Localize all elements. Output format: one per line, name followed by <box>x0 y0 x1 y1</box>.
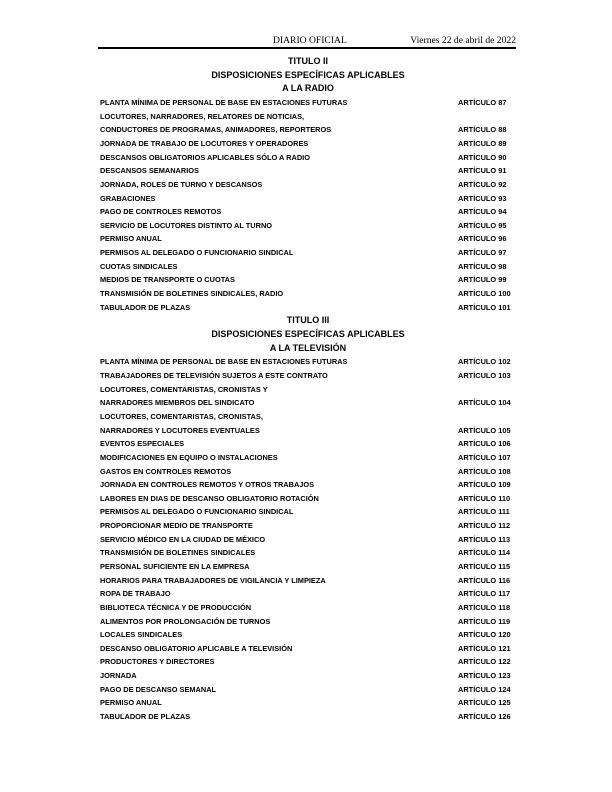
index-row-label: LOCALES SINDICALES <box>100 630 183 640</box>
index-section <box>100 314 516 723</box>
index-row-label: NARRADORES MIEMBROS DEL SINDICATO <box>100 398 255 408</box>
index-row <box>100 110 516 124</box>
index-row-label: PLANTA MÍNIMA DE PERSONAL DE BASE EN ESTACIONES FUTURAS <box>100 357 348 367</box>
index-row <box>100 492 516 506</box>
index-row-article: ARTÍCULO 124 <box>458 684 511 694</box>
index-row-article: ARTÍCULO 93 <box>458 193 507 203</box>
index-row-label: LABORES EN DIAS DE DESCANSO OBLIGATORIO ROTACIÓN <box>100 493 319 503</box>
index-row-article: ARTÍCULO 116 <box>458 575 511 585</box>
index-row-label: JORNADA <box>100 671 137 681</box>
index-row-article: ARTÍCULO 99 <box>458 275 507 285</box>
index-row <box>100 151 516 165</box>
index-row-label: PAGO DE DESCANSO SEMANAL <box>100 684 217 694</box>
index-row-label: LOCUTORES, COMENTARISTAS, CRONISTAS, <box>100 411 263 421</box>
index-row-article: ARTÍCULO 114 <box>458 548 511 558</box>
index-row-label: LOCUTORES, COMENTARISTAS, CRONISTAS Y <box>100 384 268 394</box>
index-row <box>100 546 516 560</box>
index-row <box>100 628 516 642</box>
index-row-label: BIBLIOTECA TÉCNICA Y DE PRODUCCIÓN <box>100 602 252 612</box>
index-row-label: TABULADOR DE PLAZAS <box>100 712 191 722</box>
index-row <box>100 533 516 547</box>
section-title-line: DISPOSICIONES ESPECÍFICAS APLICABLES <box>211 69 405 80</box>
index-row-article: ARTÍCULO 113 <box>458 534 511 544</box>
index-row <box>100 505 516 519</box>
index-row-article: ARTÍCULO 126 <box>458 712 511 722</box>
index-row <box>100 478 516 492</box>
index-row <box>100 164 516 178</box>
index-row-label: PERMISO ANUAL <box>100 234 162 244</box>
index-row <box>100 683 516 697</box>
section-title-line: DISPOSICIONES ESPECÍFICAS APLICABLES <box>211 329 405 339</box>
index-row-label: JORNADA EN CONTROLES REMOTOS Y OTROS TRABAJOS <box>100 480 315 490</box>
index-row <box>100 219 516 233</box>
index-row <box>100 410 516 424</box>
index-row-article: ARTÍCULO 88 <box>458 125 507 135</box>
index-row-label: MODIFICACIONES EN EQUIPO O INSTALACIONES <box>100 452 278 462</box>
index-row <box>100 574 516 588</box>
section-title-line: TITULO II <box>288 56 328 66</box>
index-content <box>100 55 516 724</box>
index-row-label: DESCANSO OBLIGATORIO APLICABLE A TELEVISIÓN <box>100 643 293 653</box>
index-row <box>100 465 516 479</box>
index-row <box>100 260 516 274</box>
index-row-label: GASTOS EN CONTROLES REMOTOS <box>100 466 232 476</box>
index-row-label: PRODUCTORES Y DIRECTORES <box>100 657 215 667</box>
index-row <box>100 424 516 438</box>
index-row <box>100 669 516 683</box>
index-row-article: ARTÍCULO 100 <box>458 289 511 299</box>
index-row-label: JORNADA, ROLES DE TURNO Y DESCANSOS <box>100 179 263 189</box>
index-row-label: PROPORCIONAR MEDIO DE TRANSPORTE <box>100 521 253 531</box>
index-row-article: ARTÍCULO 105 <box>458 425 511 435</box>
index-row-article: ARTÍCULO 122 <box>458 657 511 667</box>
index-row <box>100 710 516 724</box>
index-row-article: ARTÍCULO 95 <box>458 220 507 230</box>
index-row-article: ARTÍCULO 98 <box>458 261 507 271</box>
index-row-label: GRABACIONES <box>100 193 156 203</box>
index-row-label: TRANSMISIÓN DE BOLETINES SINDICALES, RADIO <box>100 289 284 299</box>
index-row <box>100 96 516 110</box>
index-row <box>100 178 516 192</box>
index-row-label: SERVICIO MÉDICO EN LA CIUDAD DE MÉXICO <box>100 534 266 544</box>
index-row-article: ARTÍCULO 107 <box>458 452 511 462</box>
index-row-article: ARTÍCULO 92 <box>458 179 507 189</box>
index-row-label: MEDIOS DE TRANSPORTE O CUOTAS <box>100 275 235 285</box>
header-rule <box>98 47 516 49</box>
index-row <box>100 615 516 629</box>
index-row-article: ARTÍCULO 110 <box>458 493 511 503</box>
index-row-label: CUOTAS SINDICALES <box>100 261 178 271</box>
index-row-label: ALIMENTOS POR PROLONGACIÓN DE TURNOS <box>100 616 271 626</box>
index-row <box>100 587 516 601</box>
index-row-label: CONDUCTORES DE PROGRAMAS, ANIMADORES, REPORTEROS <box>100 125 332 135</box>
index-row-article: ARTÍCULO 117 <box>458 589 511 599</box>
index-row <box>100 396 516 410</box>
journal-name: DIARIO OFICIAL <box>273 35 347 46</box>
index-row-article: ARTÍCULO 120 <box>458 630 511 640</box>
index-row-article: ARTÍCULO 97 <box>458 248 507 258</box>
index-row-label: PLANTA MÍNIMA DE PERSONAL DE BASE EN ESTACIONES FUTURAS <box>100 98 348 108</box>
index-row <box>100 246 516 260</box>
index-row <box>100 655 516 669</box>
index-row <box>100 696 516 710</box>
index-row-label: SERVICIO DE LOCUTORES DISTINTO AL TURNO <box>100 220 273 230</box>
index-row <box>100 601 516 615</box>
index-row <box>100 519 516 533</box>
index-row-label: TRABAJADORES DE TELEVISIÓN SUJETOS A ESTE CONTRATO <box>100 371 328 381</box>
index-row-label: JORNADA DE TRABAJO DE LOCUTORES Y OPERADORES <box>100 138 309 148</box>
index-row-article: ARTÍCULO 90 <box>458 152 507 162</box>
index-row-article: ARTÍCULO 104 <box>458 398 511 408</box>
index-row-article: ARTÍCULO 109 <box>458 480 511 490</box>
index-row <box>100 232 516 246</box>
index-row-article: ARTÍCULO 94 <box>458 207 507 217</box>
index-row <box>100 642 516 656</box>
index-row-article: ARTÍCULO 96 <box>458 234 507 244</box>
index-row-article: ARTÍCULO 91 <box>458 166 507 176</box>
index-row-label: DESCANSOS SEMANARIOS <box>100 166 199 176</box>
section-title-line: A LA TELEVISIÓN <box>269 342 347 353</box>
index-row <box>100 437 516 451</box>
index-row <box>100 301 516 315</box>
index-row <box>100 123 516 137</box>
index-row <box>100 137 516 151</box>
index-row-label: PERSONAL SUFICIENTE EN LA EMPRESA <box>100 561 250 571</box>
index-row <box>100 369 516 383</box>
index-row-label: TRANSMISIÓN DE BOLETINES SINDICALES <box>100 548 256 558</box>
index-row-label: PERMISOS AL DELEGADO O FUNCIONARIO SINDICAL <box>100 507 294 517</box>
index-row-article: ARTÍCULO 125 <box>458 698 511 708</box>
index-row-article: ARTÍCULO 111 <box>458 507 510 517</box>
index-row-label: ROPA DE TRABAJO <box>100 589 171 599</box>
index-row-label: LOCUTORES, NARRADORES, RELATORES DE NOTICIAS, <box>100 111 305 121</box>
index-row-label: PAGO DE CONTROLES REMOTOS <box>100 207 222 217</box>
index-row-article: ARTÍCULO 115 <box>458 561 511 571</box>
index-row-article: ARTÍCULO 121 <box>458 643 511 653</box>
index-row-article: ARTÍCULO 102 <box>458 357 511 367</box>
index-row-article: ARTÍCULO 103 <box>458 371 511 381</box>
index-row <box>100 451 516 465</box>
index-row-label: PERMISOS AL DELEGADO O FUNCIONARIO SINDICAL <box>100 248 294 258</box>
index-row-article: ARTÍCULO 123 <box>458 671 511 681</box>
index-row-article: ARTÍCULO 112 <box>458 521 511 531</box>
publication-date: Viernes 22 de abril de 2022 <box>410 35 516 46</box>
index-row-article: ARTÍCULO 118 <box>458 602 511 612</box>
index-row-article: ARTÍCULO 89 <box>458 138 507 148</box>
index-row <box>100 192 516 206</box>
index-row <box>100 560 516 574</box>
section-title-line: A LA RADIO <box>282 83 334 94</box>
page-header <box>98 35 516 47</box>
index-row-article: ARTÍCULO 101 <box>458 302 511 312</box>
index-row <box>100 355 516 369</box>
section-title-line: TITULO III <box>286 315 330 326</box>
index-row-label: HORARIOS PARA TRABAJADORES DE VIGILANCIA Y LIMPIEZA <box>100 575 326 585</box>
index-row-label: TABULADOR DE PLAZAS <box>100 302 191 312</box>
index-row-label: NARRADORES Y LOCUTORES EVENTUALES <box>100 425 260 435</box>
index-row <box>100 383 516 397</box>
index-section <box>100 55 516 314</box>
index-row-label: PERMISO ANUAL <box>100 698 162 708</box>
index-row-article: ARTÍCULO 119 <box>458 616 511 626</box>
index-row-label: EVENTOS ESPECIALES <box>100 439 185 449</box>
index-row-article: ARTÍCULO 87 <box>458 98 507 108</box>
index-row-article: ARTÍCULO 108 <box>458 466 511 476</box>
index-row-label: DESCANSOS OBLIGATORIOS APLICABLES SÓLO A RADIO <box>100 152 310 162</box>
index-row <box>100 273 516 287</box>
index-row <box>100 205 516 219</box>
index-row <box>100 287 516 301</box>
index-row-article: ARTÍCULO 106 <box>458 439 511 449</box>
